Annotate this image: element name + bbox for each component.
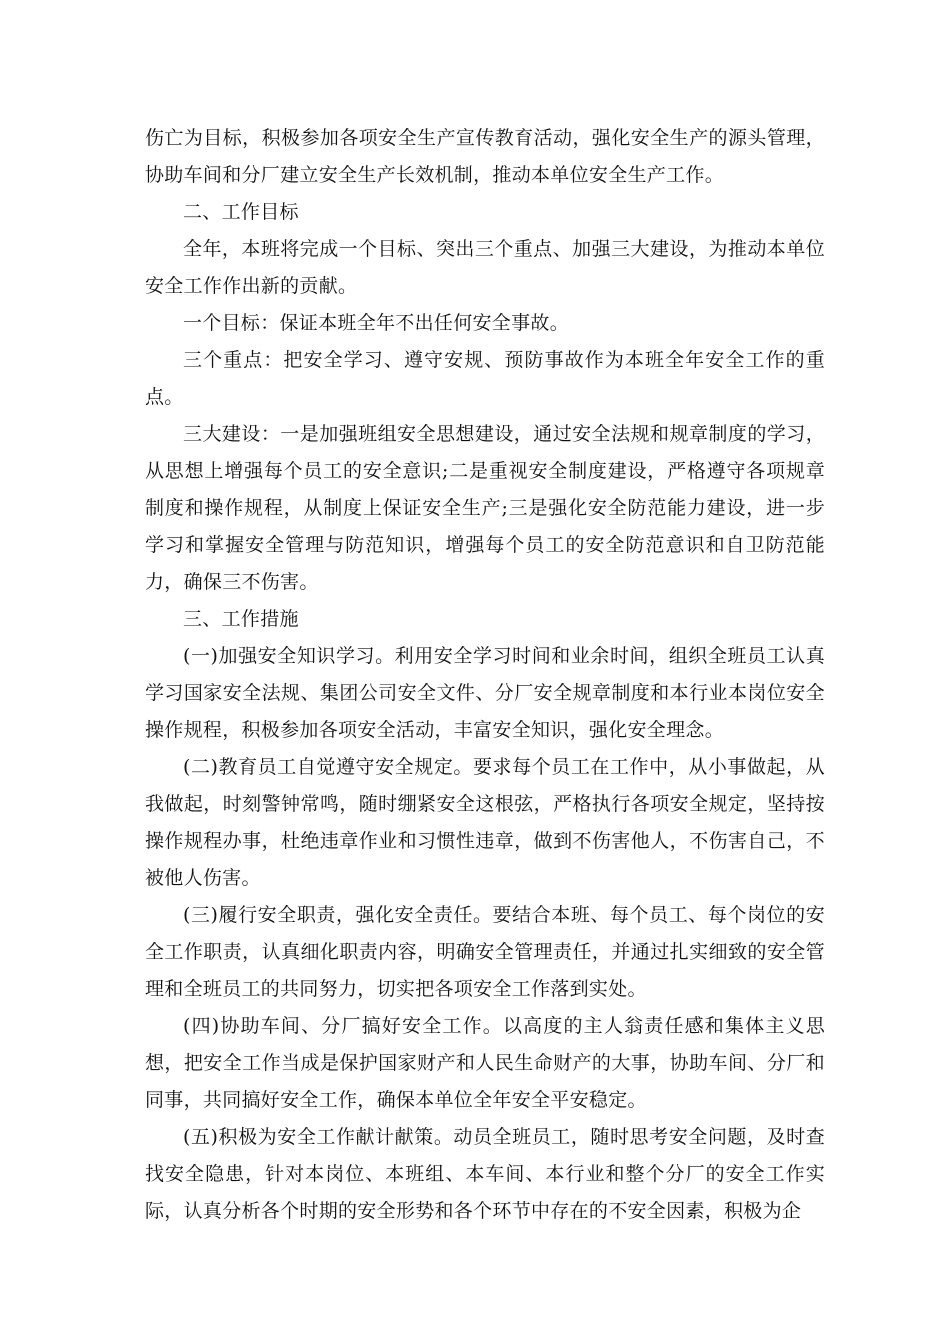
paragraph: (一)加强安全知识学习。利用安全学习时间和业余时间，组织全班员工认真学习国家安全法规、集团公司安全文件、分厂安全规章制度和本行业本岗位安全操作规程，积极参加各项安全活动，丰富安全知识，强化安全理念。 [145,645,825,741]
paragraph: 一个目标：保证本班全年不出任何安全事故。 [183,312,570,334]
paragraph: 三个重点：把安全学习、遵守安规、预防事故作为本班全年安全工作的重点。 [145,349,825,408]
paragraph: (三)履行安全职责，强化安全责任。要结合本班、每个员工、每个岗位的安全工作职责，认真细化职责内容，明确安全管理责任，并通过扎实细致的安全管理和全班员工的共同努力，切实把各项安全工作落到实处。 [145,904,825,1000]
paragraph: (五)积极为安全工作献计献策。动员全班员工，随时思考安全问题，及时查找安全隐患，针对本岗位、本班组、本车间、本行业和整个分厂的安全工作实际，认真分析各个时期的安全形势和各个环节中存在的不安全因素，积极为企 [145,1126,825,1222]
section-heading: 三、工作措施 [183,608,299,630]
paragraph: (四)协助车间、分厂搞好安全工作。以高度的主人翁责任感和集体主义思想，把安全工作当成是保护国家财产和人民生命财产的大事，协助车间、分厂和同事，共同搞好安全工作，确保本单位全年安全平安稳定。 [145,1015,825,1111]
paragraph: 伤亡为目标，积极参加各项安全生产宣传教育活动，强化安全生产的源头管理，协助车间和分厂建立安全生产长效机制，推动本单位安全生产工作。 [145,127,825,186]
paragraph: 三大建设：一是加强班组安全思想建设，通过安全法规和规章制度的学习，从思想上增强每个员工的安全意识;二是重视安全制度建设，严格遵守各项规章制度和操作规程，从制度上保证安全生产;三是强化安全防范能力建设，进一步学习和掌握安全管理与防范知识，增强每个员工的安全防范意识和自卫防范能力，确保三不伤害。 [145,423,825,593]
paragraph: (二)教育员工自觉遵守安全规定。要求每个员工在工作中，从小事做起，从我做起，时刻警钟常鸣，随时绷紧安全这根弦，严格执行各项安全规定，坚持按操作规程办事，杜绝违章作业和习惯性违章，做到不伤害他人，不伤害自己，不被他人伤害。 [145,756,825,889]
paragraph: 全年，本班将完成一个目标、突出三个重点、加强三大建设，为推动本单位安全工作作出新的贡献。 [145,238,825,297]
document-body [145,120,825,1230]
section-heading: 二、工作目标 [183,201,299,223]
